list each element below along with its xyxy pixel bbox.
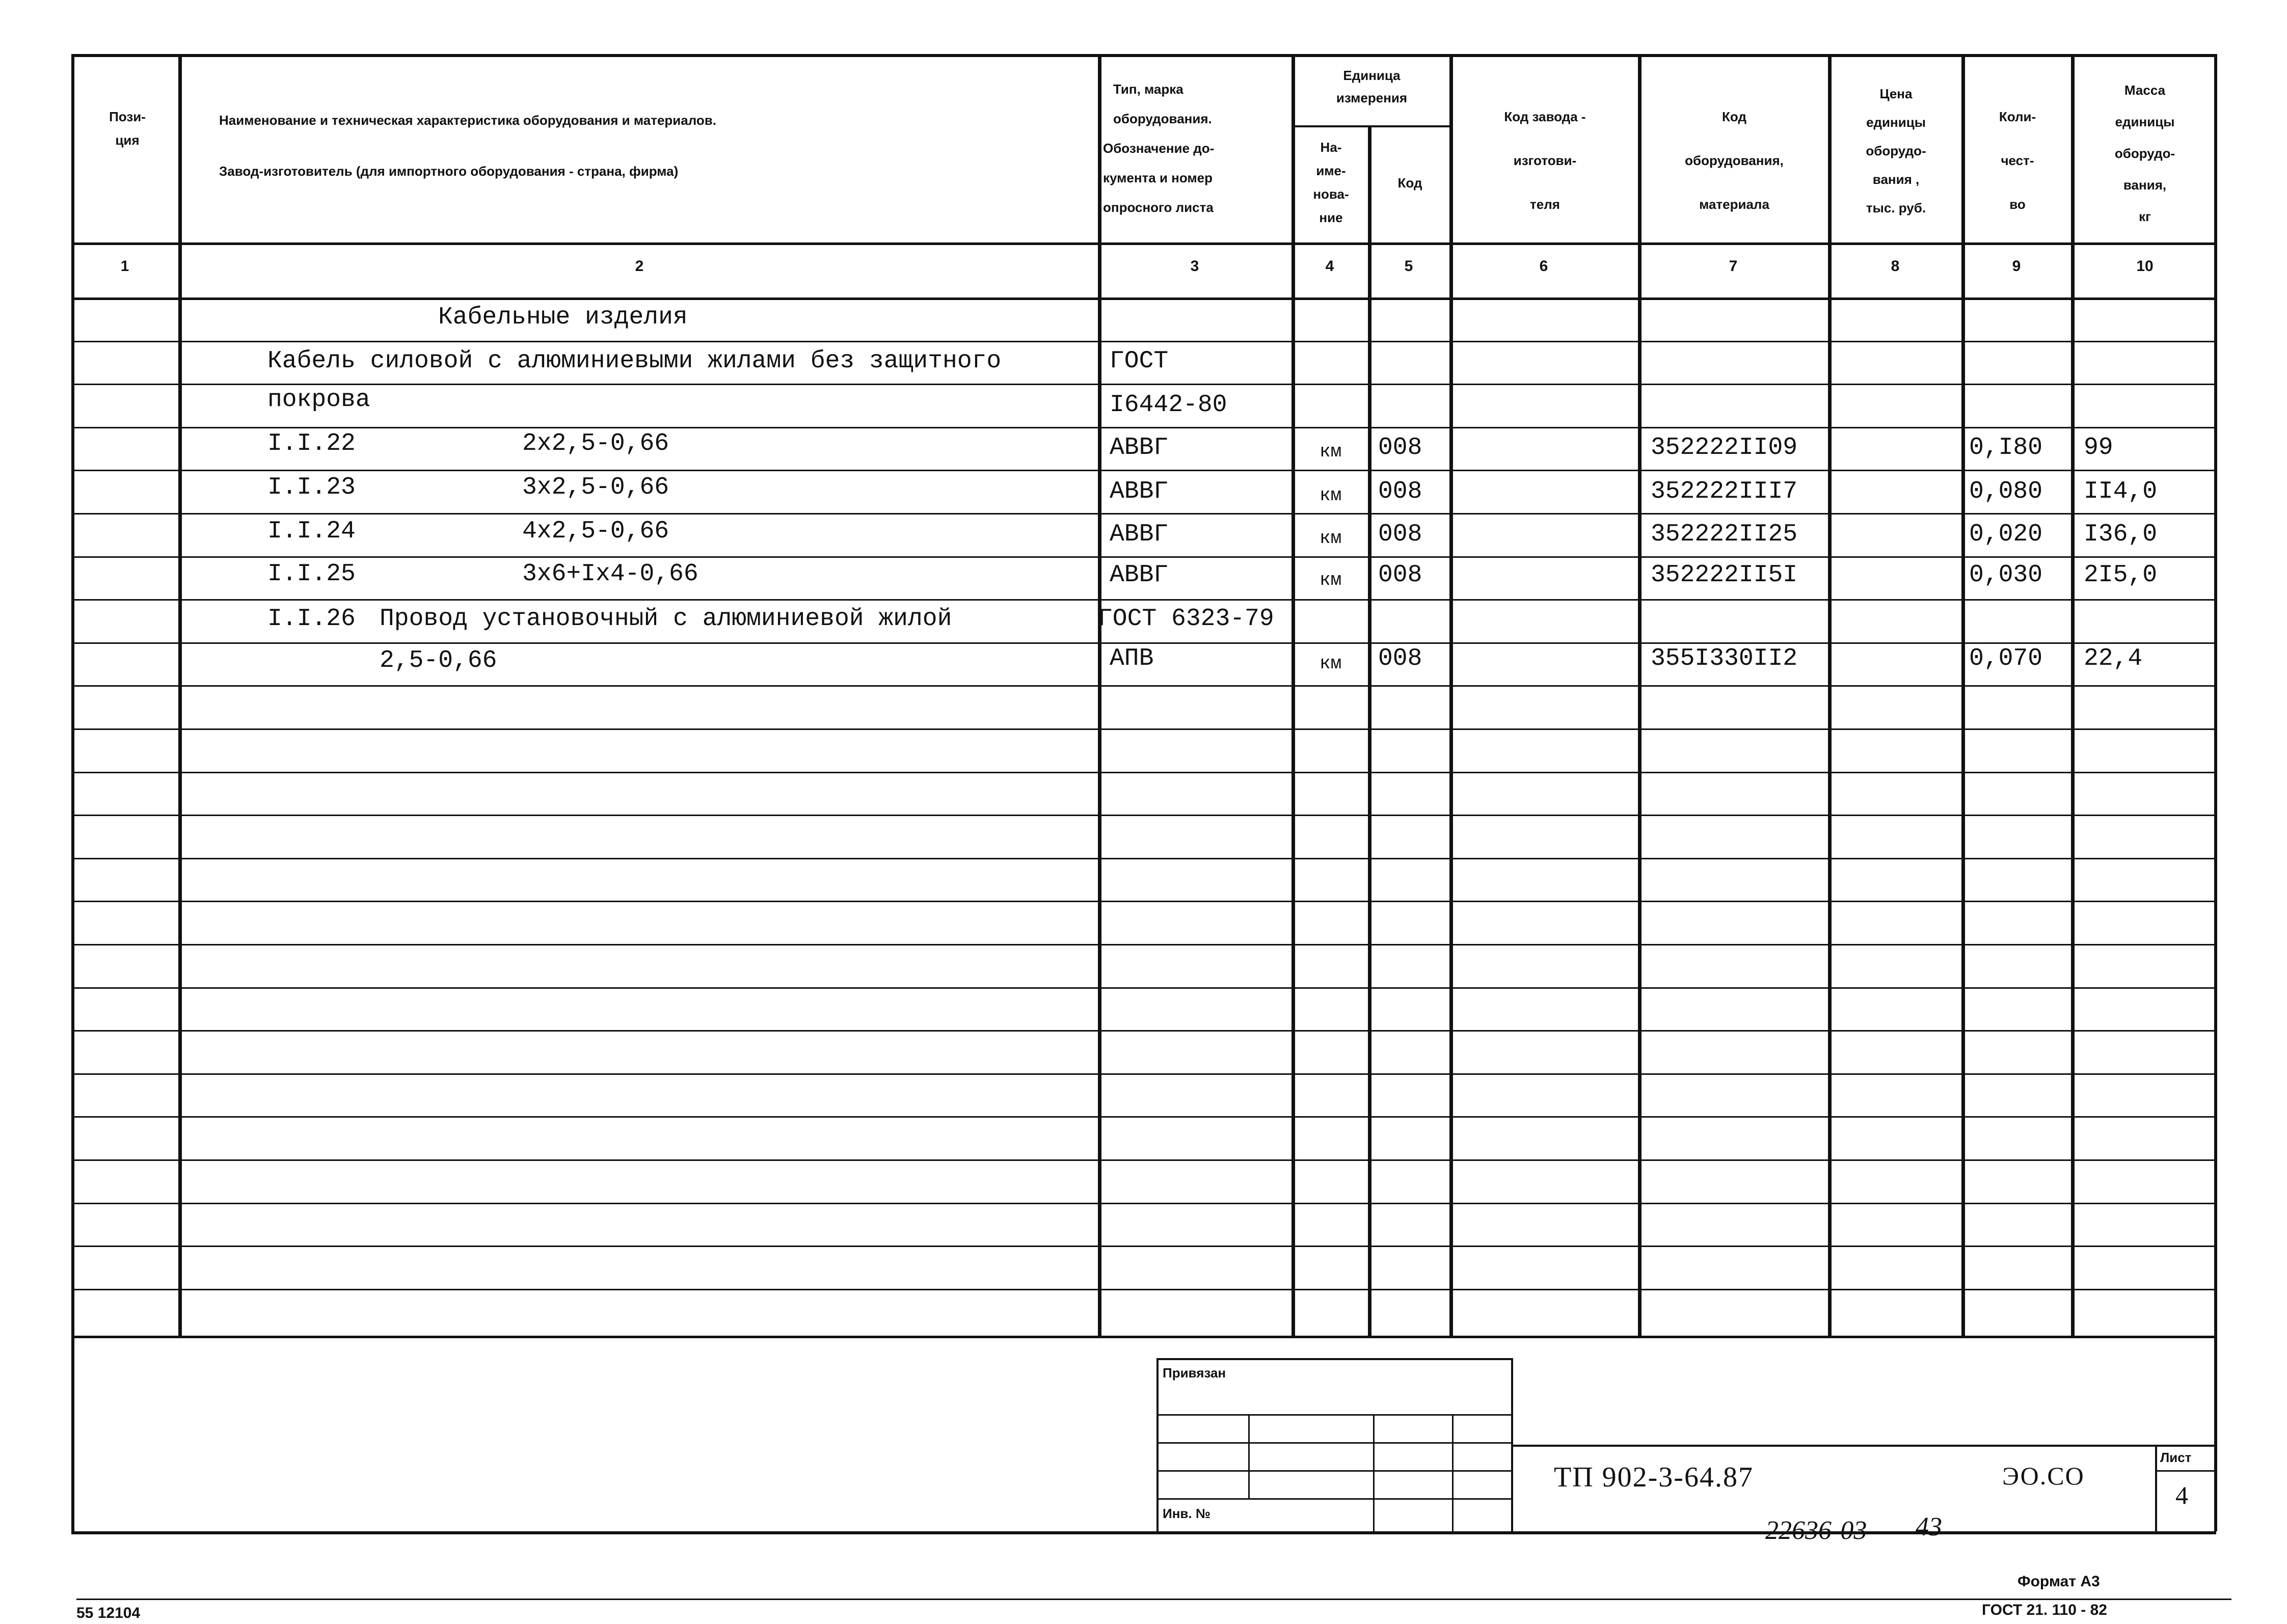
frame-bottom bbox=[71, 1531, 2216, 1534]
row-line bbox=[71, 1289, 2216, 1290]
row-6-unit: км bbox=[1320, 570, 1342, 590]
row-line bbox=[71, 427, 2216, 428]
frame-left bbox=[71, 54, 74, 1531]
header-col1: Пози- ция bbox=[109, 109, 146, 148]
col-line-9 bbox=[2071, 54, 2075, 1336]
row-line bbox=[71, 1073, 2216, 1075]
row-8-code: 008 bbox=[1378, 645, 1422, 672]
header-col2: Наименование и техническая характеристика оборудования и материалов. Завод-изготовитель (для импортного оборудования - страна, фирма) bbox=[219, 113, 717, 179]
row-line bbox=[71, 815, 2216, 816]
row-7-type: ГОСТ 6323-79 bbox=[1098, 605, 1274, 633]
stamp-top bbox=[1156, 1358, 1513, 1360]
row-5-type: АВВГ bbox=[1110, 521, 1169, 548]
row-line bbox=[71, 1159, 2216, 1161]
stamp-line-4 bbox=[1156, 1498, 1513, 1500]
row-line bbox=[71, 384, 2216, 385]
gost-label: ГОСТ 21. 110 - 82 bbox=[1982, 1602, 2107, 1618]
row-3-equip-code: 352222II09 bbox=[1651, 434, 1798, 462]
col-line-1 bbox=[178, 54, 182, 1336]
row-2-name: покрова bbox=[267, 386, 370, 414]
row-8-qty: 0,070 bbox=[1969, 645, 2043, 672]
sheet-label: Лист bbox=[2160, 1450, 2192, 1465]
format-label: Формат А3 bbox=[2017, 1573, 2100, 1590]
stamp-left bbox=[1156, 1358, 1159, 1531]
row-line bbox=[71, 987, 2216, 989]
row-4-type: АВВГ bbox=[1110, 478, 1169, 505]
row-line bbox=[71, 1116, 2216, 1118]
header-col10: Масса единицы оборудо- вания, кг bbox=[2114, 83, 2175, 224]
row-1-name: Кабель силовой с алюминиевыми жилами без защитного bbox=[267, 347, 1002, 375]
row-line bbox=[71, 685, 2216, 687]
row-4-equip-code: 352222III7 bbox=[1651, 478, 1798, 505]
row-5-qty: 0,020 bbox=[1969, 521, 2043, 548]
row-4-mass: II4,0 bbox=[2084, 478, 2158, 505]
spec-sheet bbox=[71, 54, 2216, 1531]
handwritten-mark: 43 bbox=[1916, 1512, 1942, 1541]
row-line bbox=[71, 1030, 2216, 1032]
row-5-mass: I36,0 bbox=[2084, 521, 2158, 548]
stamp-vline-3 bbox=[1452, 1414, 1454, 1531]
row-line bbox=[71, 1246, 2216, 1247]
row-4-unit: км bbox=[1320, 485, 1342, 506]
col-line-2 bbox=[1098, 54, 1101, 1336]
row-8-mass: 22,4 bbox=[2084, 645, 2143, 672]
row-3-pos: I.I.22 bbox=[267, 430, 356, 457]
row-line bbox=[71, 772, 2216, 773]
col-line-6 bbox=[1638, 54, 1642, 1336]
stamp-vline-1 bbox=[1248, 1414, 1250, 1498]
header-col6: Код завода - изготови- теля bbox=[1504, 109, 1586, 212]
row-line bbox=[71, 513, 2216, 515]
row-3-type: АВВГ bbox=[1110, 434, 1169, 462]
sheet-box-divider bbox=[2155, 1470, 2216, 1472]
header-col3: Тип, марка оборудования. Обозначение до- кумента и номер опросного листа bbox=[1103, 82, 1215, 215]
col-line-5 bbox=[1449, 54, 1453, 1336]
row-4-code: 008 bbox=[1378, 478, 1422, 505]
stamp-block bbox=[1156, 1358, 1513, 1531]
row-line bbox=[71, 642, 2216, 644]
row-3-name: 2х2,5-0,66 bbox=[522, 430, 669, 457]
column-number-1: 1 bbox=[120, 258, 129, 275]
column-number-9: 9 bbox=[2012, 258, 2021, 275]
column-number-6: 6 bbox=[1539, 258, 1548, 275]
header-unit-group: Единица измерения bbox=[1336, 68, 1408, 105]
sheet-number: 4 bbox=[2175, 1481, 2189, 1509]
header-bottom-line bbox=[71, 242, 2216, 245]
docnum-zone-top bbox=[1513, 1445, 2216, 1447]
column-number-2: 2 bbox=[635, 258, 644, 275]
col-line-8 bbox=[1961, 54, 1965, 1336]
row-7-name: Провод установочный с алюминиевой жилой bbox=[380, 605, 952, 633]
footer-line bbox=[76, 1599, 2231, 1600]
row-6-pos: I.I.25 bbox=[267, 560, 356, 588]
row-4-name: 3х2,5-0,66 bbox=[522, 474, 669, 501]
column-number-3: 3 bbox=[1190, 258, 1199, 275]
column-number-10: 10 bbox=[2136, 258, 2154, 275]
column-number-4: 4 bbox=[1325, 258, 1334, 275]
row-line bbox=[71, 1203, 2216, 1204]
column-number-5: 5 bbox=[1404, 258, 1413, 275]
stamp-line-1 bbox=[1156, 1414, 1513, 1416]
row-3-code: 008 bbox=[1378, 434, 1422, 462]
row-3-unit: км bbox=[1320, 441, 1342, 462]
row-6-type: АВВГ bbox=[1110, 561, 1169, 589]
row-5-unit: км bbox=[1320, 528, 1342, 549]
row-line bbox=[71, 944, 2216, 945]
inv-no-label: Инв. № bbox=[1163, 1506, 1210, 1521]
row-3-mass: 99 bbox=[2084, 434, 2113, 462]
frame-top bbox=[71, 54, 2216, 57]
header-col5: Код bbox=[1397, 175, 1422, 191]
col-line-3 bbox=[1292, 54, 1295, 1336]
row-8-name: 2,5-0,66 bbox=[380, 647, 497, 674]
stamp-vline-2 bbox=[1373, 1414, 1375, 1531]
row-6-equip-code: 352222II5I bbox=[1651, 561, 1798, 589]
stamp-line-2 bbox=[1156, 1442, 1513, 1444]
row-5-pos: I.I.24 bbox=[267, 518, 356, 545]
row-3-qty: 0,I80 bbox=[1969, 434, 2043, 462]
header-col7: Код оборудования, материала bbox=[1685, 109, 1784, 212]
row-5-name: 4х2,5-0,66 bbox=[522, 518, 669, 545]
row-line bbox=[71, 341, 2216, 342]
numbers-bottom-line bbox=[71, 297, 2216, 300]
row-5-equip-code: 352222II25 bbox=[1651, 521, 1798, 548]
row-4-qty: 0,080 bbox=[1969, 478, 2043, 505]
column-number-8: 8 bbox=[1891, 258, 1900, 275]
privyazan-label: Привязан bbox=[1163, 1365, 1226, 1381]
row-5-code: 008 bbox=[1378, 521, 1422, 548]
sheet-box-left bbox=[2155, 1445, 2157, 1531]
row-6-mass: 2I5,0 bbox=[2084, 561, 2158, 589]
col-line-4 bbox=[1368, 125, 1371, 1336]
row-8-equip-code: 355I330II2 bbox=[1651, 645, 1798, 672]
header-col8: Цена единицы оборудо- вания , тыс. руб. bbox=[1866, 86, 1926, 215]
section-title: Кабельные изделия bbox=[438, 304, 688, 331]
column-number-7: 7 bbox=[1729, 258, 1738, 275]
row-6-name: 3х6+Iх4-0,66 bbox=[522, 560, 698, 588]
row-8-type: АПВ bbox=[1110, 645, 1154, 672]
header-col9: Коли- чест- во bbox=[1999, 109, 2036, 212]
left-code: 55 12104 bbox=[76, 1605, 141, 1621]
row-line bbox=[71, 858, 2216, 859]
row-line bbox=[71, 728, 2216, 730]
row-8-unit: км bbox=[1320, 653, 1342, 674]
header-col4: На- име- нова- ние bbox=[1313, 140, 1349, 225]
row-4-pos: I.I.23 bbox=[267, 474, 356, 501]
row-line bbox=[71, 901, 2216, 902]
row-line bbox=[71, 556, 2216, 558]
frame-right bbox=[2214, 54, 2217, 1531]
col-line-7 bbox=[1828, 54, 1832, 1336]
row-2-type: I6442-80 bbox=[1110, 391, 1227, 419]
handwritten-number: 22636-03 bbox=[1765, 1516, 1867, 1545]
row-6-qty: 0,030 bbox=[1969, 561, 2043, 589]
row-line bbox=[71, 470, 2216, 471]
row-line bbox=[71, 599, 2216, 601]
stamp-line-3 bbox=[1156, 1470, 1513, 1472]
row-1-type: ГОСТ bbox=[1110, 347, 1169, 375]
row-7-pos: I.I.26 bbox=[267, 605, 356, 633]
document-number: ТП 902-3-64.87 bbox=[1554, 1461, 1754, 1493]
table-bottom-line bbox=[71, 1336, 2216, 1338]
document-code: ЭО.СО bbox=[2002, 1461, 2085, 1490]
row-6-code: 008 bbox=[1378, 561, 1422, 589]
